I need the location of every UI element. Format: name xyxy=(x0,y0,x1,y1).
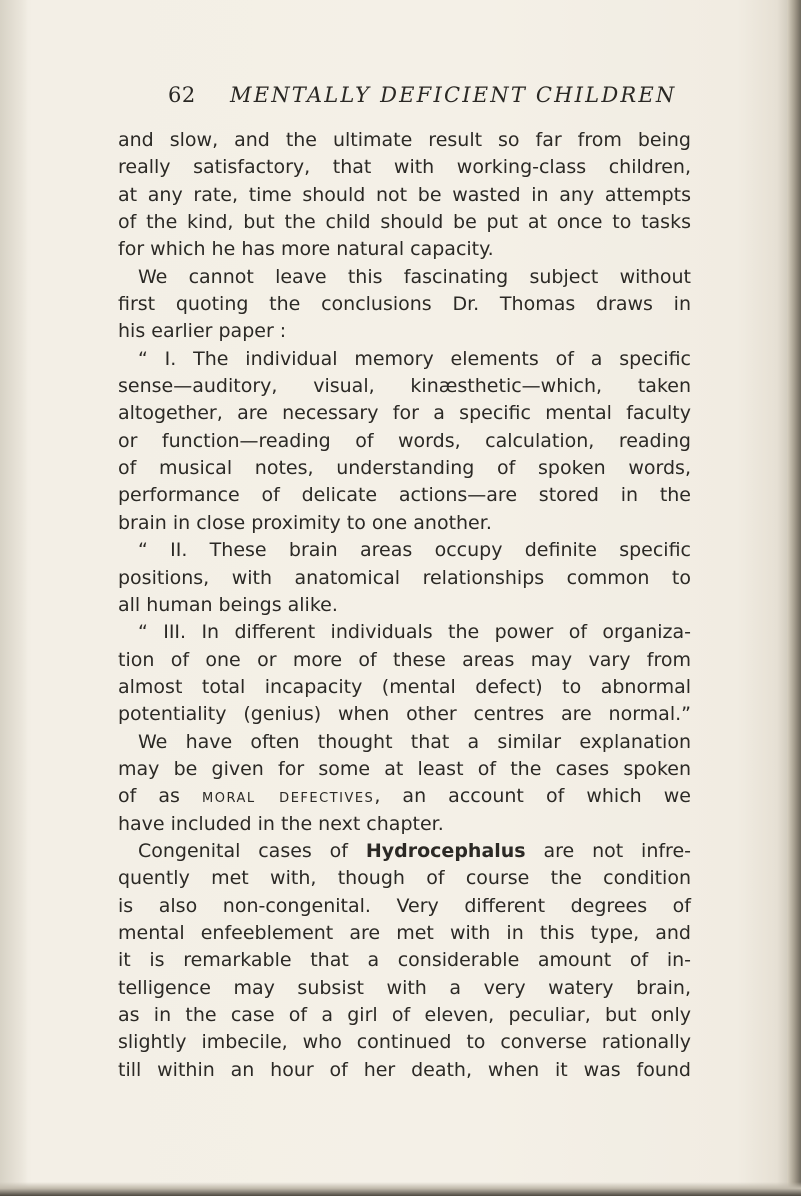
line-text: altogether, are necessary for a specific mental faculty xyxy=(118,402,691,425)
page-edge-right xyxy=(787,0,801,1196)
line-text: sense—auditory, visual, kinæsthetic—which, taken xyxy=(118,375,691,398)
text-line xyxy=(118,346,691,373)
line-text: his earlier paper : xyxy=(118,320,287,343)
body-text xyxy=(118,127,691,1084)
text-line xyxy=(118,619,691,646)
line-text: and slow, and the ultimate result so far from being xyxy=(118,129,691,151)
line-text: positions, with anatomical relationships common to xyxy=(118,566,691,589)
page-gutter-shadow xyxy=(0,0,28,1196)
line-text: We have often thought that a similar explanation xyxy=(138,730,691,753)
text-line xyxy=(118,701,691,728)
text-line xyxy=(118,729,691,756)
text-line xyxy=(118,510,691,537)
line-text: , an account of which we xyxy=(374,785,691,808)
text-line xyxy=(118,455,691,482)
line-text: it is remarkable that a considerable amount of in- xyxy=(118,949,691,972)
line-text: as in the case of a girl of eleven, peculiar, but only xyxy=(118,1004,691,1026)
text-line xyxy=(118,291,691,318)
line-text: of as xyxy=(118,785,203,808)
line-text: telligence may subsist with a very watery brain, xyxy=(118,976,691,999)
text-line xyxy=(118,1057,691,1084)
line-text: quently met with, though of course the condition xyxy=(118,867,691,890)
line-text: tion of one or more of these areas may vary from xyxy=(118,648,691,671)
text-line xyxy=(118,127,691,154)
line-text: at any rate, time should not be wasted in any attempts xyxy=(118,183,691,206)
line-text: is also non-congenital. Very different degrees of xyxy=(118,894,691,917)
text-line xyxy=(118,318,691,345)
page-header xyxy=(168,80,688,110)
text-line xyxy=(118,1002,691,1029)
line-text: of the kind, but the child should be put at once to tasks xyxy=(118,211,691,234)
text-line xyxy=(118,373,691,400)
text-line xyxy=(118,537,691,564)
line-text: performance of delicate actions—are stored in the xyxy=(118,484,691,507)
text-line xyxy=(118,209,691,236)
page-edge-bottom xyxy=(0,1182,801,1196)
text-line xyxy=(118,182,691,209)
line-text: are not infre- xyxy=(525,839,691,862)
small-caps-term: moral defectives xyxy=(202,785,375,808)
text-line xyxy=(118,482,691,509)
text-line xyxy=(118,865,691,892)
text-line xyxy=(118,783,691,810)
text-line xyxy=(118,674,691,701)
text-line xyxy=(118,947,691,974)
text-line xyxy=(118,1029,691,1056)
line-text: “ II. These brain areas occupy definite specific xyxy=(138,539,691,562)
text-line xyxy=(118,893,691,920)
line-text: slightly imbecile, who continued to converse rationally xyxy=(118,1031,691,1054)
line-text: brain in close proximity to one another. xyxy=(118,511,492,534)
text-line xyxy=(118,920,691,947)
line-text: for which he has more natural capacity. xyxy=(118,238,494,261)
line-text: have included in the next chapter. xyxy=(118,812,444,835)
text-line xyxy=(118,236,691,263)
text-line xyxy=(118,592,691,619)
bold-term: Hydrocephalus xyxy=(365,839,526,862)
line-text: “ I. The individual memory elements of a specific xyxy=(138,347,691,370)
line-text: or function—reading of words, calculation, reading xyxy=(118,429,691,452)
text-line xyxy=(118,756,691,783)
line-text: We cannot leave this fascinating subject without xyxy=(138,265,691,288)
line-text: Congenital cases of xyxy=(138,839,366,862)
text-line xyxy=(118,264,691,291)
line-text: potentiality (genius) when other centres are normal.” xyxy=(118,703,691,726)
line-text: “ III. In different individuals the power of organiza- xyxy=(138,621,691,644)
line-text: till within an hour of her death, when it was found xyxy=(118,1058,691,1081)
line-text: of musical notes, understanding of spoken words, xyxy=(118,457,691,480)
line-text: really satisfactory, that with working-class children, xyxy=(118,156,691,179)
text-line xyxy=(118,428,691,455)
page-number: 62 xyxy=(168,83,196,107)
line-text: first quoting the conclusions Dr. Thomas draws in xyxy=(118,293,691,316)
running-title: MENTALLY DEFICIENT CHILDREN xyxy=(230,83,677,107)
line-text: may be given for some at least of the cases spoken xyxy=(118,757,691,780)
text-line xyxy=(118,565,691,592)
line-text: almost total incapacity (mental defect) to abnormal xyxy=(118,675,691,698)
line-text: all human beings alike. xyxy=(118,593,338,616)
text-line xyxy=(118,647,691,674)
text-line xyxy=(118,838,691,865)
line-text: mental enfeeblement are met with in this type, and xyxy=(118,921,691,944)
text-line xyxy=(118,975,691,1002)
text-line xyxy=(118,400,691,427)
text-line xyxy=(118,154,691,181)
text-line xyxy=(118,811,691,838)
